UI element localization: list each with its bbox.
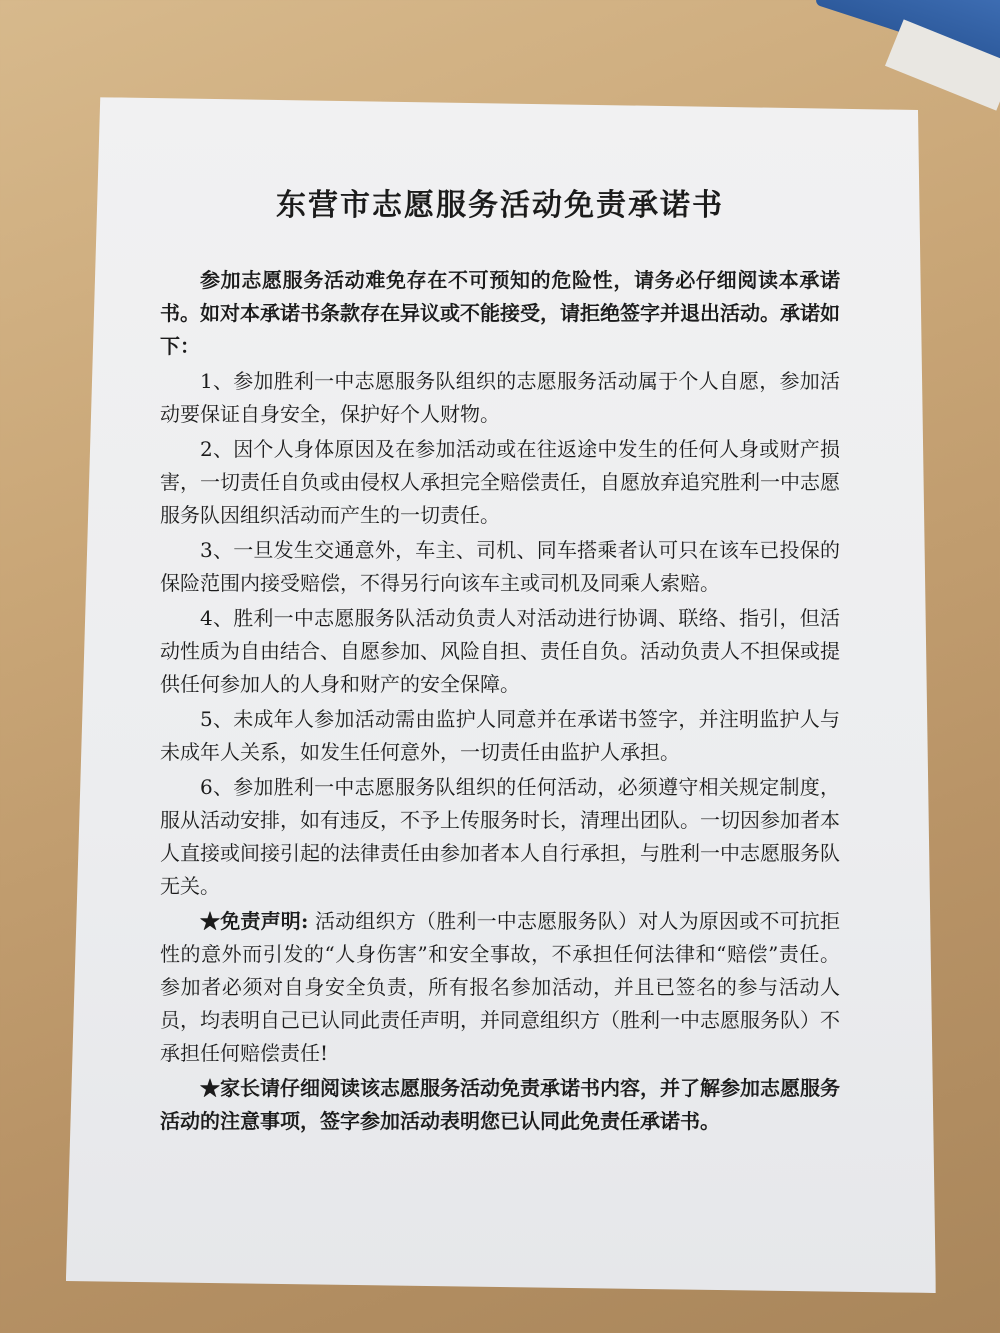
intro-paragraph: 参加志愿服务活动难免存在不可预知的危险性，请务必仔细阅读本承诺书。如对本承诺书条款存在异议或不能接受，请拒绝签字并退出活动。承诺如下： <box>160 268 840 358</box>
clause-3: 3、一旦发生交通意外，车主、司机、同车搭乘者认可只在该车已投保的保险范围内接受赔偿，不得另行向该车主或司机及同乘人索赔。 <box>160 538 840 595</box>
clause-5: 5、未成年人参加活动需由监护人同意并在承诺书签字，并注明监护人与未成年人关系，如发生任何意外，一切责任由监护人承担。 <box>160 707 840 764</box>
disclaimer-text: 活动组织方（胜利一中志愿服务队）对人为原因或不可抗拒性的意外而引发的“人身伤害”和安全事故，不承担任何法律和“赔偿”责任。参加者必须对自身安全负责，所有报名参加活动，并且已签名的参与活动人员，均表明自己已认同此责任声明，并同意组织方（胜利一中志愿服务队）不承担任何赔偿责任! <box>160 909 841 1065</box>
clause-2: 2、因个人身体原因及在参加活动或在往返途中发生的任何人身或财产损害，一切责任自负或由侵权人承担完全赔偿责任，自愿放弃追究胜利一中志愿服务队因组织活动而产生的一切责任。 <box>160 437 840 527</box>
clause-1: 1、参加胜利一中志愿服务队组织的志愿服务活动属于个人自愿，参加活动要保证自身安全，保护好个人财物。 <box>160 369 840 426</box>
disclaimer-label: ★免责声明: <box>200 909 309 933</box>
clause-6: 6、参加胜利一中志愿服务队组织的任何活动，必须遵守相关规定制度，服从活动安排，如有违反，不予上传服务时长，清理出团队。一切因参加者本人直接或间接引起的法律责任由参加者本人自行承担，与胜利一中志愿服务队无关。 <box>160 775 840 898</box>
clause-4: 4、胜利一中志愿服务队活动负责人对活动进行协调、联络、指引，但活动性质为自由结合、自愿参加、风险自担、责任自负。活动负责人不担保或提供任何参加人的人身和财产的安全保障。 <box>160 606 840 696</box>
disclaimer-paragraph <box>160 905 840 1070</box>
parent-note: ★家长请仔细阅读该志愿服务活动免责承诺书内容，并了解参加志愿服务活动的注意事项，签字参加活动表明您已认同此免责任承诺书。 <box>160 1076 840 1133</box>
document-title: 东营市志愿服务活动免责承诺书 <box>276 188 724 223</box>
document-content <box>160 180 840 1140</box>
